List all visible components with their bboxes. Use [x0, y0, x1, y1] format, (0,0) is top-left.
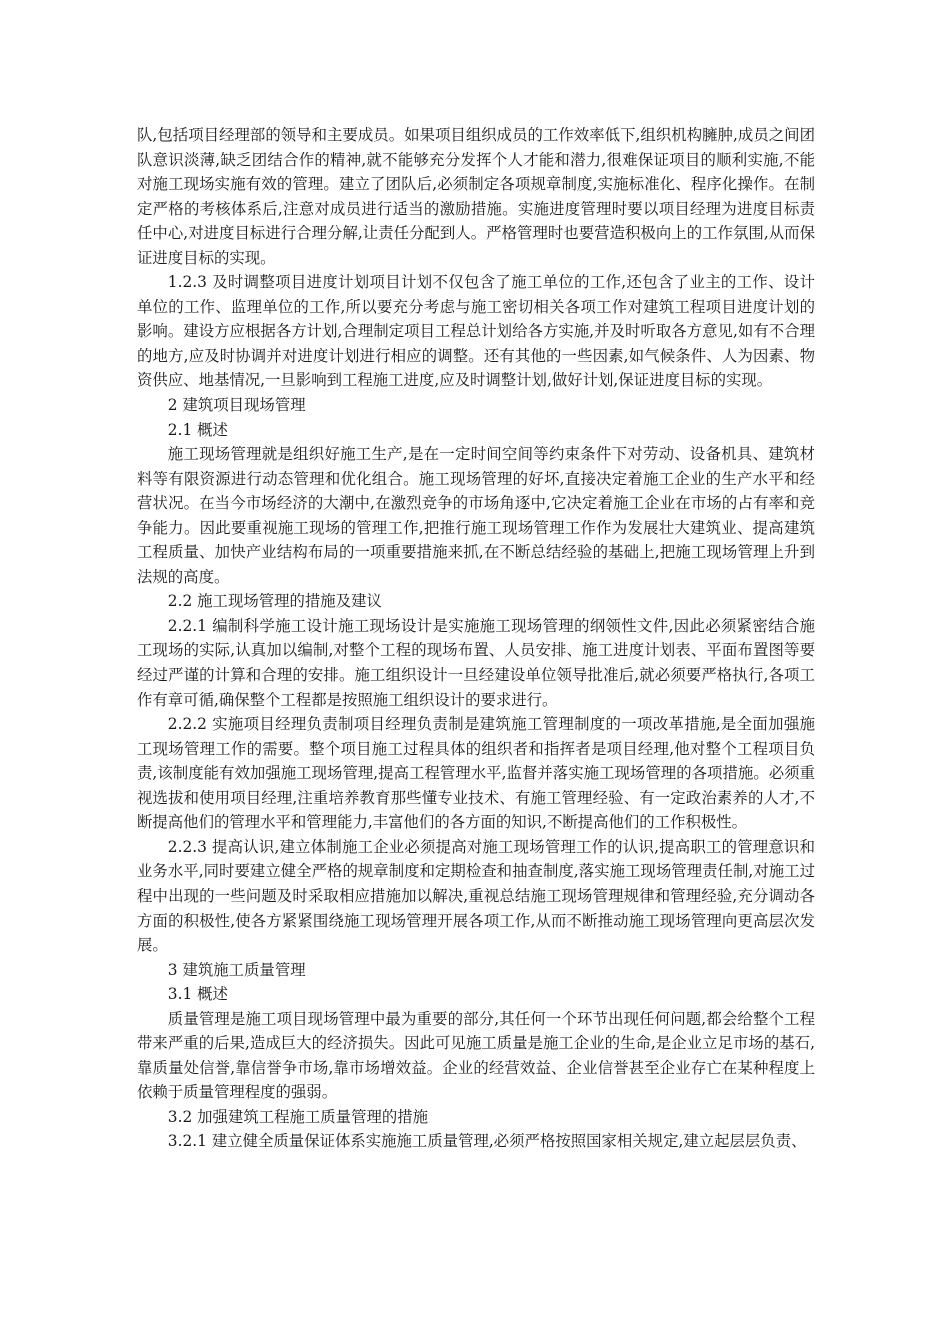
paragraph-1-2-3-adjust-schedule: 1.2.3 及时调整项目进度计划项目计划不仅包含了施工单位的工作,还包含了业主的工作、设计单位的工作、监理单位的工作,所以要充分考虑与施工密切相关各项工作对建筑工程项目进度计划的影响。建设方应根据各方计划,合理制定项目工程总计划给各方实施,并及时听取各方意见,如有不合理的地方,应及时协调并对进度计划进行相应的调整。还有其他的一些因素,如气候条件、人为因素、物资供应、地基情况,一旦影响到工程施工进度,应及时调整计划,做好计划,保证进度目标的实现。 [137, 273, 815, 390]
paragraph-2-2-2-project-manager: 2.2.2 实施项目经理负责制项目经理负责制是建筑施工管理制度的一项改革措施,是全面加强施工现场管理工作的需要。整个项目施工过程具体的组织者和指挥者是项目经理,他对整个工程项目负责,该制度能有效加强施工现场管理,提高工程管理水平,监督并落实施工现场管理的各项措施。必须重视选拔和使用项目经理,注重培养教育那些懂专业技术、有施工管理经验、有一定政治素养的人才,不断提高他们的管理水平和管理能力,丰富他们的各方面的知识,不断提高他们的工作积极性。 [137, 715, 815, 832]
paragraph-3-1-quality-overview: 质量管理是施工项目现场管理中最为重要的部分,其任何一个环节出现任何问题,都会给整个工程带来严重的后果,造成巨大的经济损失。因此可见施工质量是施工企业的生命,是企业立足市场的基石,靠质量处信誉,靠信誉争市场,靠市场增效益。企业的经营效益、企业信誉甚至企业存亡在某种程度上依赖于质量管理程度的强弱。 [137, 1009, 815, 1102]
paragraph-2-2-1-construction-design: 2.2.1 编制科学施工设计施工现场设计是实施施工现场管理的纲领性文件,因此必须紧密结合施工现场的实际,认真加以编制,对整个工程的现场布置、人员安排、施工进度计划表、平面布置图等要经过严谨的计算和合理的安排。施工组织设计一旦经建设单位领导批准后,就必须要严格执行,各项工作有章可循,确保整个工程都是按照施工组织设计的要求进行。 [137, 616, 815, 709]
heading-3-quality-management: 3 建筑施工质量管理 [167, 960, 306, 979]
heading-2-site-management: 2 建筑项目现场管理 [167, 396, 306, 415]
paragraph-3-2-1-quality-system: 3.2.1 建立健全质量保证体系实施施工质量管理,必须严格按照国家相关规定,建立起层层负责、 [167, 1132, 807, 1151]
heading-2-2-measures: 2.2 施工现场管理的措施及建议 [167, 592, 382, 611]
paragraph-team-management: 队,包括项目经理部的领导和主要成员。如果项目组织成员的工作效率低下,组织机构臃肿,成员之间团队意识淡薄,缺乏团结合作的精神,就不能够充分发挥个人才能和潜力,很难保证项目的顺利实施,不能对施工现场实施有效的管理。建立了团队后,必须制定各项规章制度,实施标准化、程序化操作。在制定严格的考核体系后,注意对成员进行适当的激励措施。实施进度管理时要以项目经理为进度目标责任中心,对进度目标进行合理分解,让责任分配到人。严格管理时也要营造积极向上的工作氛围,从而保证进度目标的实现。 [137, 126, 815, 267]
heading-2-1-overview: 2.1 概述 [167, 420, 228, 439]
document-body [137, 123, 815, 1154]
paragraph-2-2-3-awareness-system: 2.2.3 提高认识,建立体制施工企业必须提高对施工现场管理工作的认识,提高职工的管理意识和业务水平,同时要建立健全严格的规章制度和定期检查和抽查制度,落实施工现场管理责任制,对施工过程中出现的一些问题及时采取相应措施加以解决,重视总结施工现场管理规律和管理经验,充分调动各方面的积极性,使各方紧紧围绕施工现场管理开展各项工作,从而不断推动施工现场管理向更高层次发展。 [137, 837, 815, 955]
heading-3-2-quality-measures: 3.2 加强建筑工程施工质量管理的措施 [167, 1107, 429, 1126]
heading-3-1-overview: 3.1 概述 [167, 985, 228, 1004]
paragraph-2-1-site-management-overview: 施工现场管理就是组织好施工生产,是在一定时间空间等约束条件下对劳动、设备机具、建筑材料等有限资源进行动态管理和优化组合。施工现场管理的好坏,直接决定着施工企业的生产水平和经营状况。在当今市场经济的大潮中,在激烈竞争的市场角逐中,它决定着施工企业在市场的占有率和竞争能力。因此要重视施工现场的管理工作,把推行施工现场管理工作作为发展壮大建筑业、提高建筑工程质量、加快产业结构布局的一项重要措施来抓,在不断总结经验的基础上,把施工现场管理上升到法规的高度。 [137, 445, 815, 586]
